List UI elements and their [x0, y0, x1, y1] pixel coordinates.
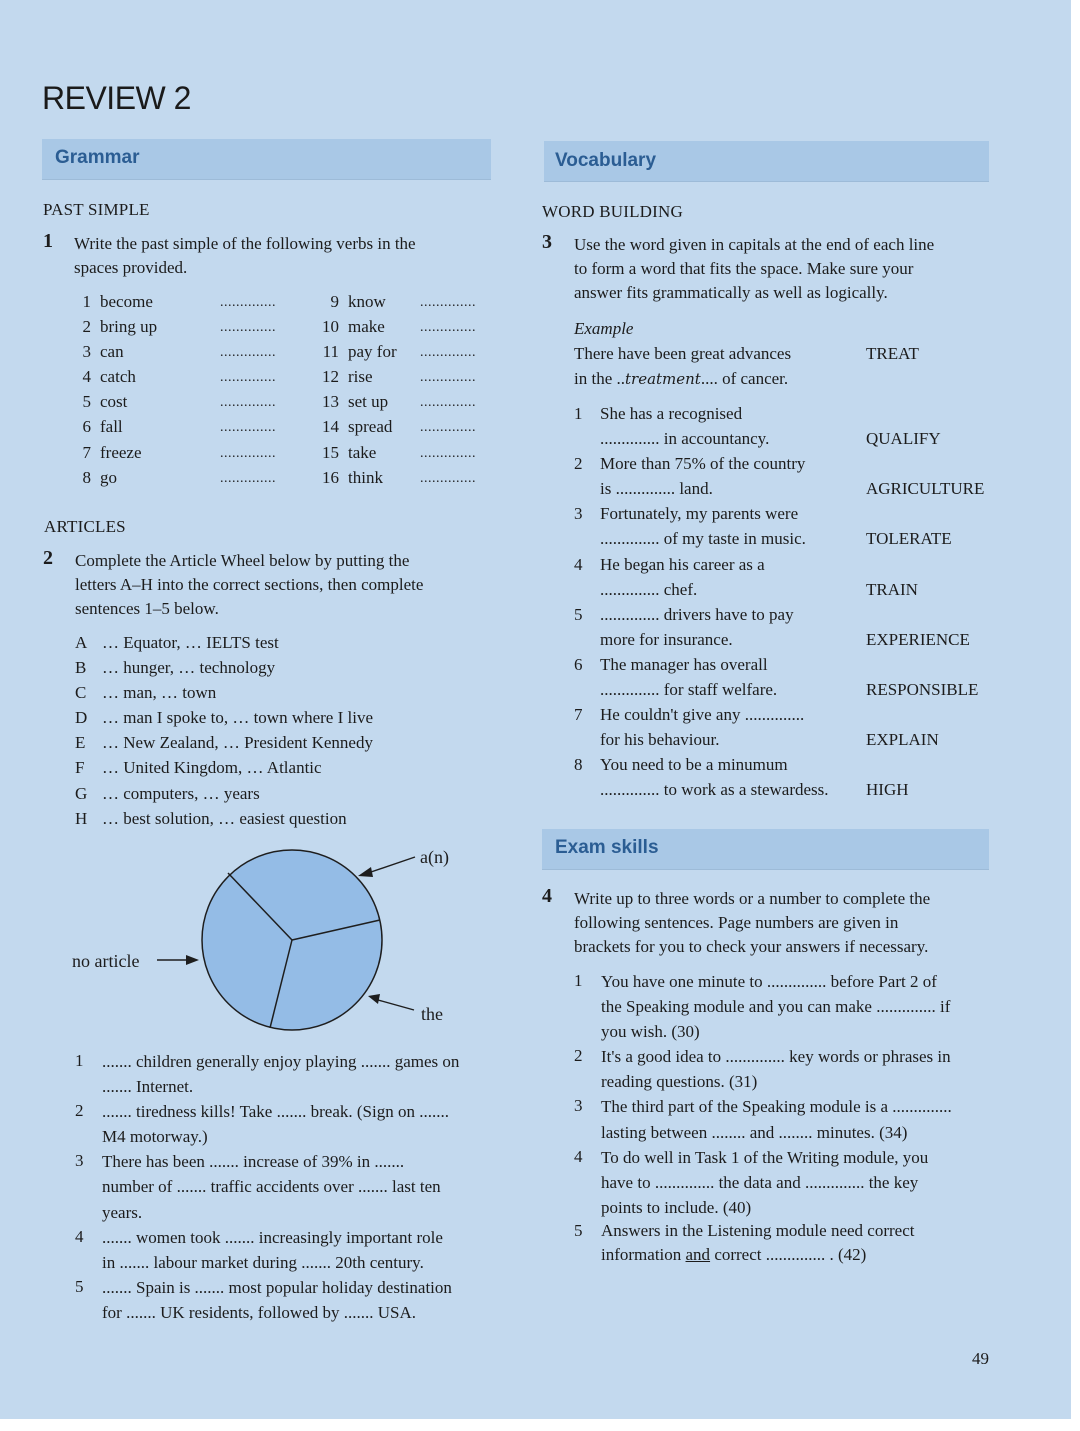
verb-row: [80, 315, 290, 340]
sentence-line: There has been ....... increase of 39% in .......: [102, 1152, 405, 1172]
sentence-line: number of ....... traffic accidents over ....... last ten: [102, 1177, 441, 1197]
article-item: [75, 681, 495, 706]
verb-row: [80, 340, 290, 365]
sentence-text: [102, 1225, 495, 1275]
article-letter: G: [75, 783, 88, 803]
arrow-no-article-head: [186, 955, 199, 965]
verb-number: 13: [322, 392, 339, 412]
item-line: You need to be a minumum: [600, 755, 788, 775]
verb-number: 5: [82, 392, 91, 412]
answer-blank: ..............: [220, 470, 276, 486]
sentence-line: ....... children generally enjoy playing ....... games on: [102, 1052, 460, 1071]
answer-blank: ..............: [420, 370, 476, 386]
exam-item: [574, 1145, 994, 1220]
exam-item-line: the Speaking module and you can make .............. if: [601, 997, 951, 1017]
article-letter: C: [75, 683, 87, 703]
past-simple-heading: PAST SIMPLE: [43, 200, 150, 219]
sentence-line: in ....... labour market during ....... 20th century.: [102, 1252, 424, 1272]
article-text: … New Zealand, … President Kennedy: [102, 733, 373, 753]
verb-number: 16: [322, 467, 339, 487]
item-number: 2: [574, 1046, 583, 1066]
article-item: [75, 706, 495, 731]
sentence-text: [102, 1275, 495, 1325]
verb-number: 3: [82, 342, 91, 362]
item-line: He couldn't give any ..............: [600, 705, 805, 725]
exam-skills-band: [542, 829, 989, 869]
verb-row: [318, 290, 493, 315]
capital-word: TOLERATE: [866, 529, 952, 549]
arrow-an-line: [368, 857, 415, 873]
article-text: … United Kingdom, … Atlantic: [102, 758, 322, 778]
example-label: Example: [574, 319, 634, 338]
articles-heading: ARTICLES: [44, 517, 126, 536]
example-line-1: There have been great advances: [574, 344, 792, 363]
wheel-label-no-article: no article: [72, 951, 140, 971]
item-number: 2: [574, 454, 583, 474]
item-line: is .............. land.: [600, 479, 713, 499]
answer-blank: ..............: [420, 345, 476, 361]
article-text: … hunger, … technology: [102, 658, 276, 678]
article-item: [75, 756, 495, 781]
arrow-the-head: [368, 994, 380, 1004]
verb-number: 12: [322, 367, 339, 387]
article-item: [75, 656, 495, 681]
exam-item-line: points to include. (40): [601, 1197, 752, 1217]
article-item: [75, 807, 495, 832]
exam-item-line: To do well in Task 1 of the Writing module, you: [601, 1147, 929, 1167]
example-keyword: TREAT: [866, 344, 919, 363]
sentence-text: [102, 1149, 495, 1224]
article-item-list: [75, 631, 495, 832]
exercise-4-instruction: Write up to three words or a number to complete the following sentences. Page numbers are given in brackets for you to check your answers if necessary.: [574, 889, 931, 956]
article-sentence: [75, 1275, 495, 1325]
exam-item-line: lasting between ........ and ........ minutes. (34): [601, 1122, 908, 1142]
answer-blank: ..............: [420, 445, 476, 461]
word-building-item: [574, 401, 994, 451]
item-line: Fortunately, my parents were: [600, 504, 799, 524]
exercise-2-instruction: Complete the Article Wheel below by putting the letters A–H into the correct sections, then complete sentences 1–5 below.: [75, 551, 424, 618]
word-building-heading: WORD BUILDING: [542, 202, 683, 221]
sentence-text: [102, 1099, 495, 1149]
exam-item-line: It's a good idea to .............. key words or phrases in: [601, 1047, 951, 1067]
verb-row: [80, 290, 290, 315]
example-line-2: in the ..treatment.... of cancer.: [574, 369, 789, 388]
answer-blank: ..............: [220, 345, 276, 361]
article-text: … Equator, … IELTS test: [102, 633, 279, 652]
item-line: She has a recognised: [600, 404, 743, 423]
verb-word: make: [348, 317, 385, 337]
page-number: 49: [972, 1349, 989, 1368]
verb-word: take: [348, 442, 377, 462]
exercise-1-instruction: Write the past simple of the following verbs in the spaces provided.: [74, 234, 416, 277]
sentence-number: 3: [75, 1151, 84, 1171]
answer-blank: ..............: [220, 320, 276, 336]
answer-blank: ..............: [420, 295, 476, 310]
example-answer: treatment: [625, 370, 701, 388]
sentence-number: 1: [75, 1051, 84, 1070]
exam-skills-list: [574, 969, 994, 1220]
verb-row: [80, 415, 290, 440]
item-number: 4: [574, 1146, 583, 1166]
capital-word: QUALIFY: [866, 429, 941, 449]
article-text: … best solution, … easiest question: [102, 808, 347, 828]
exam-item-line: The third part of the Speaking module is a ..............: [601, 1097, 952, 1117]
verb-number: 6: [82, 417, 91, 437]
verb-word: rise: [348, 367, 373, 387]
verb-word: set up: [348, 392, 389, 412]
item-line: more for insurance.: [600, 629, 733, 649]
sentence-text: [102, 1049, 495, 1099]
item-number: 8: [574, 755, 583, 775]
answer-blank: ..............: [220, 295, 276, 310]
word-building-item: [574, 501, 994, 551]
sentence-number: 4: [75, 1226, 84, 1246]
article-text: … man I spoke to, … town where I live: [102, 708, 373, 728]
verb-number: 7: [82, 442, 91, 462]
exercise-4-number: 4: [542, 885, 552, 907]
word-building-item: [574, 451, 994, 501]
capital-word: AGRICULTURE: [866, 479, 985, 499]
verb-list-left: [80, 290, 290, 491]
verb-word: fall: [100, 417, 123, 437]
article-sentence: [75, 1149, 495, 1224]
verb-row: [318, 340, 493, 365]
verb-number: 11: [322, 342, 339, 362]
article-sentence: [75, 1049, 495, 1099]
wheel-label-an: a(n): [420, 847, 449, 867]
sentence-line: years.: [102, 1202, 143, 1222]
exam-item-text: [601, 1145, 994, 1220]
word-building-item: [574, 602, 994, 652]
answer-blank: ..............: [220, 370, 276, 386]
item-line: The manager has overall: [600, 654, 768, 674]
answer-blank: ..............: [220, 445, 276, 461]
exam-item-line: you wish. (30): [601, 1022, 700, 1042]
grammar-heading: Grammar: [55, 147, 140, 168]
sentence-line: for ....... UK residents, followed by ....... USA.: [102, 1302, 416, 1322]
verb-number: 1: [82, 292, 91, 311]
sentence-line: ....... Internet.: [102, 1077, 194, 1097]
article-text: … man, … town: [102, 683, 217, 703]
verb-number: 4: [82, 367, 91, 387]
article-sentence: [75, 1099, 495, 1149]
verb-word: think: [348, 467, 383, 487]
word-building-item: [574, 702, 994, 752]
verb-row: [318, 441, 493, 466]
verb-row: [318, 315, 493, 340]
verb-word: bring up: [100, 317, 158, 337]
exercise-3-instruction: Use the word given in capitals at the end of each line to form a word that fits the space. Make sure your answer fits grammatically as well as logically.: [574, 235, 935, 302]
verb-word: freeze: [100, 442, 142, 462]
item-line: .............. of my taste in music.: [600, 529, 806, 549]
exam-item-text: [601, 1094, 994, 1144]
arrow-the-line: [378, 1000, 414, 1010]
article-item: [75, 631, 495, 656]
item-line: .............. chef.: [600, 579, 698, 599]
vocabulary-band: [544, 141, 989, 181]
verb-row: [318, 466, 493, 491]
answer-blank: ..............: [420, 320, 476, 336]
answer-blank: ..............: [420, 470, 476, 486]
article-text: … computers, … years: [102, 783, 260, 803]
item-number: 4: [574, 554, 583, 574]
item-line: He began his career as a: [600, 554, 765, 574]
verb-row: [318, 390, 493, 415]
capital-word: EXPERIENCE: [866, 629, 970, 649]
item-number: 1: [574, 971, 583, 990]
item-number: 1: [574, 404, 583, 423]
sentence-line: M4 motorway.): [102, 1127, 208, 1147]
exam-item: [574, 1044, 994, 1094]
verb-list-right: [318, 290, 493, 491]
exam-item: [574, 969, 994, 1044]
verb-word: go: [100, 467, 117, 487]
verb-number: 15: [322, 442, 339, 462]
article-letter: D: [75, 708, 88, 728]
verb-word: pay for: [348, 342, 397, 362]
article-letter: B: [75, 658, 87, 678]
verb-word: know: [348, 292, 386, 311]
grammar-band: [42, 139, 491, 179]
article-sentence: [75, 1225, 495, 1275]
word-building-item: [574, 552, 994, 602]
word-building-item: [574, 752, 994, 802]
item-number: 5: [574, 604, 583, 624]
exercise-2-number: 2: [43, 547, 53, 569]
verb-row: [80, 365, 290, 390]
verb-number: 9: [330, 292, 339, 311]
article-letter: H: [75, 808, 88, 828]
verb-number: 14: [322, 417, 339, 437]
item-number: 7: [574, 705, 583, 725]
article-letter: E: [75, 733, 86, 753]
word-building-list: [574, 401, 994, 803]
sentence-number: 5: [75, 1276, 84, 1296]
answer-blank: ..............: [420, 420, 476, 436]
exercise-1-number: 1: [43, 230, 53, 252]
verb-row: [318, 415, 493, 440]
verb-row: [80, 466, 290, 491]
item-line: .............. for staff welfare.: [600, 680, 778, 700]
exam-item-text: [601, 1044, 994, 1094]
article-sentence-list: [75, 1049, 495, 1325]
item-number: 3: [574, 1096, 583, 1116]
item-line: .............. to work as a stewardess.: [600, 780, 829, 800]
verb-word: become: [100, 292, 153, 311]
wheel-label-the: the: [421, 1004, 443, 1024]
verb-word: spread: [348, 417, 393, 437]
item-line: More than 75% of the country: [600, 454, 806, 474]
answer-blank: ..............: [220, 420, 276, 436]
verb-word: cost: [100, 392, 128, 412]
exam-item-line: have to .............. the data and .............. the key: [601, 1172, 919, 1192]
arrow-an-head: [358, 867, 373, 877]
item-line: .............. in accountancy.: [600, 429, 770, 449]
article-item: [75, 782, 495, 807]
verb-row: [318, 365, 493, 390]
verb-row: [80, 441, 290, 466]
sentence-line: ....... tiredness kills! Take ....... break. (Sign on .......: [102, 1102, 449, 1122]
word-building-item: [574, 652, 994, 702]
article-letter: F: [75, 758, 85, 778]
exam-item-line: reading questions. (31): [601, 1072, 758, 1092]
answer-blank: ..............: [420, 395, 476, 411]
capital-word: EXPLAIN: [866, 730, 939, 750]
answer-blank: ..............: [220, 395, 276, 411]
capital-word: RESPONSIBLE: [866, 680, 979, 700]
exercise-3-number: 3: [542, 231, 552, 253]
item-line: for his behaviour.: [600, 730, 720, 750]
sentence-line: ....... Spain is ....... most popular holiday destination: [102, 1277, 452, 1297]
capital-word: HIGH: [866, 780, 909, 800]
article-letter: A: [75, 633, 88, 652]
verb-number: 8: [82, 467, 91, 487]
exam-item: [574, 1094, 994, 1144]
exam-item-line: You have one minute to .............. before Part 2 of: [601, 972, 937, 991]
exam-item-text: [601, 969, 994, 1044]
sentence-number: 2: [75, 1101, 84, 1121]
capital-word: TRAIN: [866, 579, 918, 599]
verb-word: catch: [100, 367, 136, 387]
exam-item-5: 5 Answers in the Listening module need correct information and correct .............. . (42): [574, 1221, 915, 1264]
item-line: .............. drivers have to pay: [600, 604, 794, 624]
verb-row: [80, 390, 290, 415]
vocabulary-heading: Vocabulary: [555, 150, 657, 171]
verb-number: 10: [322, 317, 339, 337]
item-number: 3: [574, 504, 583, 524]
page-title: REVIEW 2: [42, 80, 191, 116]
article-item: [75, 731, 495, 756]
exam-skills-heading: Exam skills: [555, 837, 659, 858]
verb-word: can: [100, 342, 124, 362]
verb-number: 2: [82, 317, 91, 337]
sentence-line: ....... women took ....... increasingly important role: [102, 1227, 443, 1247]
item-number: 6: [574, 654, 583, 674]
